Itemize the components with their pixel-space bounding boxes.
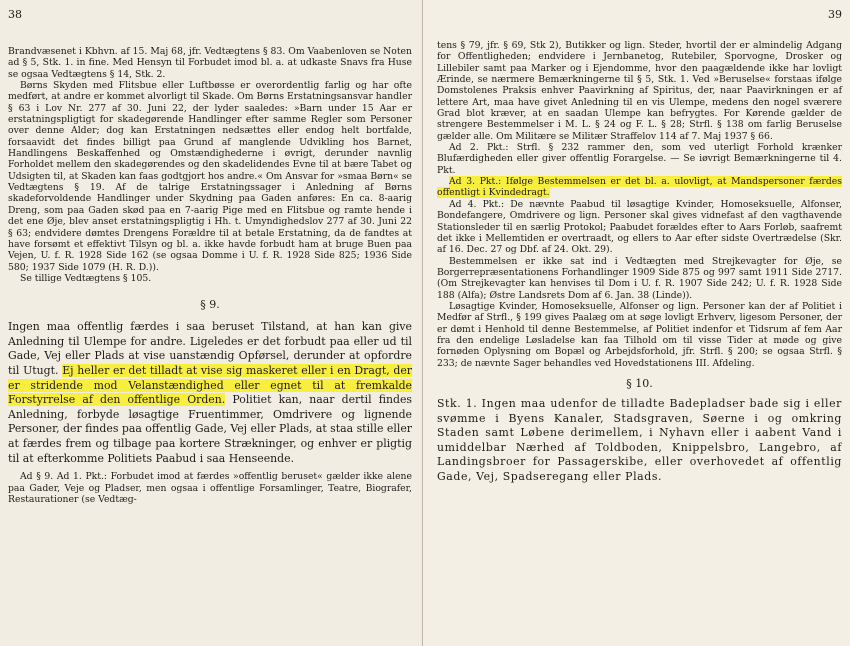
right-page [423, 0, 850, 646]
page-number-left: 38 [8, 8, 22, 21]
note-continuation: tens § 79, jfr. § 69, Stk 2), Butikker og lign. Steder, hvortil der er almindelig Adgang for Offentligheden; endvidere i Jernbanetog, Rutebiler, Sporvogne, Drosker og Lillebiler samt paa Marker og i Ejendomme, hvor den paagældende ikke har lovligt Ærinde, se nærmere Bemærkningerne til § 5, Stk. 1. Ved »Beruselse« forstaas ifølge Domstolenes Praksis enhver Paavirkning af Spiritus, der, naar Paavirkningen er af lettere Art, maa have givet Anledning til en vis Ulempe, medens den nogel sværere Grad blot kræver, at en saadan Ulempe kan befrygtes. For Kørende gælder de strengere Bestemmelser i M. L. § 24 og F. L. § 28; Strfl. § 138 om farlig Beruselse gælder alle. Om Militære se Militær Straffelov 114 af 7. Maj 1937 § 66. [437, 40, 842, 142]
highlighted-note-ad-3: Ad 3. Pkt.: Ifølge Bestemmelsen er det bl. a. ulovligt, at Mandspersoner færdes offentligt i Kvindedragt. [437, 176, 842, 199]
section-10-text: Stk. 1. Ingen maa udenfor de tilladte Badepladser bade sig i eller svømme i Byens Kanaler, Stadsgraven, Søerne i og omkring Staden samt Løbene derimellem, i Nyhavn eller i aabent Vand i umiddelbar Nærhed af Toldboden, Knippelsbro, Langebro, af Landingsbroer for Passagerskibe, eller overhovedet af offentlig Gade, Vej, Spadseregang eller Plads. [437, 396, 842, 483]
note-loesagtige: Løsagtige Kvinder, Homoseksuelle, Alfonser og lign. Personer kan der af Politiet i Medfør af Strfl., § 199 gives Paalæg om at søge lovligt Erhverv, ligesom Personer, der er dømt i Henhold til denne Bestemmelse, af Politiet indenfor et Tidsrum af fem Aar fra den endelige Løsladelse kan faa Tilhold om til visse Tider at møde og give fornøden Oplysning om Bopæl og Arbejdsforhold, jfr. Strfl. § 200; se ogsaa Strfl. § 233; de nævnte Sager behandles ved Hovedstationens III. Afdeling. [437, 300, 842, 369]
paragraph-boerns-skyden: Børns Skyden med Flitsbue eller Luftbøsse er overordentlig farlig og har ofte medført, at andre er kommet alvorligt til Skade. Om Børns Erstatningsansvar handler § 63 i Lov Nr. 277 af 30. Juni 22, der lyder saaledes: »Barn under 15 Aar er erstatningspligtigt for skadegørende Handlinger efter samme Regler som Personer over denne Alder; dog kan Erstatningen nedsættes eller endog helt bortfalde, forsaavidt det findes billigt paa Grund af manglende Udvikling hos Barnet, Handlingens Beskaffenhed og Omstændighederne i øvrigt, derunder navnlig Forholdet mellem den skadegørendes og den skadelidendes Evne til at bære Tabet og Udsigten til, at Skaden kan faas godtgjort hos andre.« Om Ansvar for »smaa Børn« se Vedtægtens § 19. Af de talrige Erstatningssager i Anledning af Børns skadeforvoldende Handlinger under Skydning paa Gaden anføres: En ca. 8-aarig Dreng, som paa Gaden skød paa en 7-aarig Pige med en Flitsbue og ramte hende i det ene Øje, blev anset erstatningspligtig i Hh. t. Umyndighedslov 277 af 30. Juni 22 § 63; endvidere dømtes Drengens Forældre til at betale Erstatning, da de fandtes at have forsømt et effektivt Tilsyn og bl. a. ikke havde forbudt ham at bruge Buen paa Vejen, U. f. R. 1928 Side 162 (se ogsaa Domme i U. f. R. 1928 Side 825; 1936 Side 580; 1937 Side 1079 (H. R. D.)). [8, 80, 412, 273]
note-ad-4: Ad 4. Pkt.: De nævnte Paabud til løsagtige Kvinder, Homoseksuelle, Alfonser, Bondefangere, Omdrivere og lign. Personer skal gives vidnefast af den vagthavende Stationsleder til en særlig Protokol; Paabudet forældes efter to Aars Forløb, saafremt det ikke i Mellemtiden er overtraadt, og ellers to Aar efter sidste Overtrædelse (Skr. af 16. Dec. 27 og Dbf. af 24. Okt. 29). [437, 198, 842, 256]
right-notes [437, 40, 842, 369]
note-ad-9: Ad § 9. Ad 1. Pkt.: Forbudet imod at færdes »offentlig beruset« gælder ikke alene paa Gader, Veje og Pladser, men ogsaa i offentlige Forsamlinger, Teatre, Biografer, Restaurationer (se Vedtæg- [8, 471, 412, 505]
left-page [0, 0, 423, 646]
page-number-right: 39 [828, 8, 842, 21]
note-strejkevagter: Bestemmelsen er ikke sat ind i Vedtægten med Strejkevagter for Øje, se Borgerrepræsentationens Forhandlinger 1909 Side 875 og 997 samt 1911 Side 2717. (Om Strejkevagter kan henvises til Dom i U. f. R. 1907 Side 242; U. f. R. 1928 Side 188 (Alfa); Østre Landsrets Dom af 6. Jan. 38 (Linde)). [437, 255, 842, 301]
section-heading-9: § 9. [200, 298, 220, 312]
section-heading-10: § 10. [626, 376, 653, 390]
note-ad-2: Ad 2. Pkt.: Strfl. § 232 rammer den, som ved uterligt Forhold krænker Blufærdigheden eller giver offentlig Forargelse. — Se iøvrigt Bemærkningerne til 4. Pkt. [437, 142, 842, 176]
section-10-body [437, 397, 842, 485]
highlighted-mask-rule: Ej heller er det tilladt at vise sig maskeret eller i en Dragt, der er stridende mod Velanstændighed eller egnet til at fremkalde Forstyrrelse af den offentlige Orden. [8, 364, 413, 407]
paragraph-vaabenloven: Brandvæsenet i Kbhvn. af 15. Maj 68, jfr. Vedtægtens § 83. Om Vaabenloven se Noten ad § 5, Stk. 1. in fine. Med Hensyn til Forbudet imod bl. a. at udkaste Snavs fra Huse se ogsaa Vedtægtens § 14, Stk. 2. [8, 46, 412, 80]
paragraph-se-tillige: Se tillige Vedtægtens § 105. [20, 272, 152, 284]
left-top-text [8, 46, 412, 284]
section-9-body [8, 320, 412, 466]
section-9-text-before: Ingen maa offentlig færdes i saa beruset Tilstand, at han kan give Anledning til Ulempe for andre. Ligeledes er det forbudt paa eller ud til Gade, Vej eller Plads at vise uanstændig Opførsel, derunder at opfordre til Utugt. [8, 320, 412, 377]
left-note [8, 471, 412, 505]
section-9-text-after: Politiet kan, naar dertil findes Anledning, forbyde løsagtige Fruentimmer, Omdrivere og lignende Personer, der findes paa offentlig Gade, Vej eller Plads, at staa stille eller at færdes frem og tilbage paa kortere Strækninger, og enhver er pligtig til at efterkomme Politiets Paabud i saa Henseende. [8, 393, 413, 465]
